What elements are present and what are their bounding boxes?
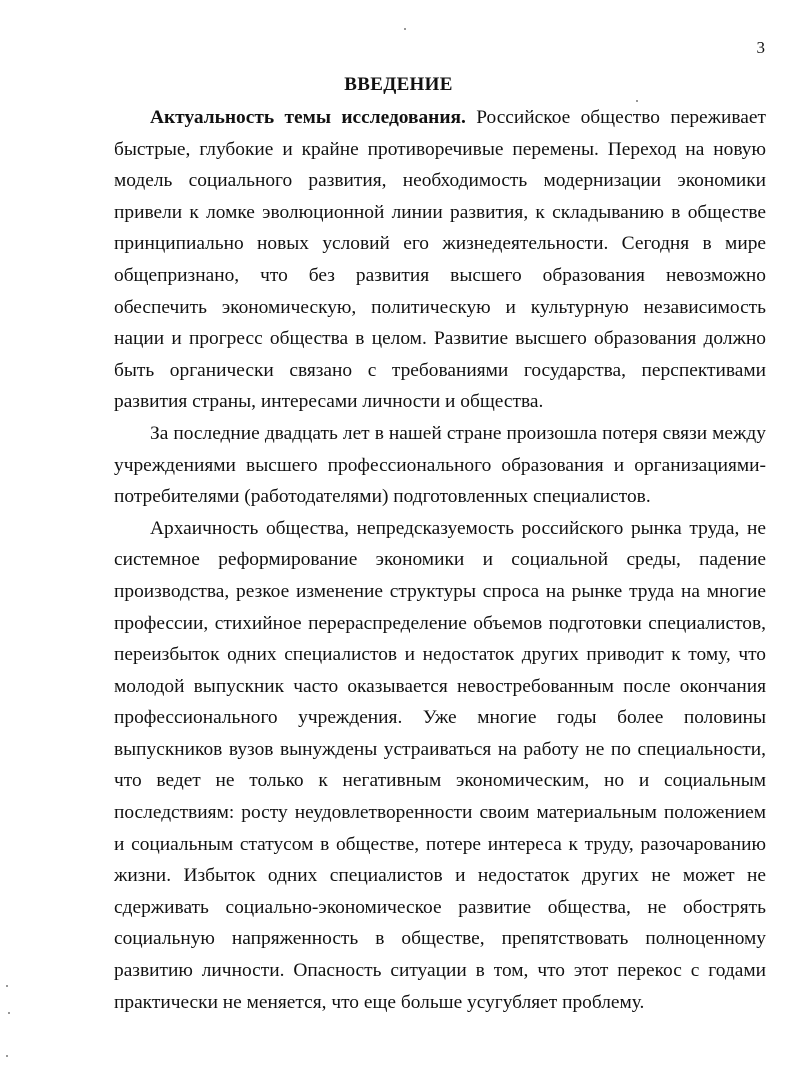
scan-speck [6, 985, 8, 987]
section-heading: ВВЕДЕНИЕ [344, 74, 453, 95]
page-number: 3 [756, 38, 765, 57]
paragraph-relevance [114, 102, 766, 418]
paragraph-text: Архаичность общества, непредсказуемость российского рынка труда, не системное реформирование экономики и социальной среды, падение производства, резкое изменение структуры спроса на рынке труда на многие профессии, стихийное перераспределение объемов подготовки специалистов, переизбыток одних специалистов и недостаток других приводит к тому, что молодой выпускник часто оказывается невостребованным после окончания профессионального учреждения. Уже многие годы более половины выпускников вузов вынуждены устраиваться на работу не по специальности, что ведет не только к негативным экономическим, но и социальным последствиям: росту неудовлетворенности своим материальным положением и социальным статусом в обществе, потере интереса к труду, разочарованию жизни. Избыток одних специалистов и недостаток других не может не сдерживать социально-экономическое развитие общества, не обострять социальную напряженность в обществе, препятствовать полноценному развитию личности. Опасность ситуации в том, что этот перекос с годами практически не меняется, что еще больше усугубляет проблему. [114, 517, 766, 1013]
scan-speck [8, 1012, 10, 1014]
body-text [114, 102, 766, 1018]
paragraph-text: Российское общество переживает быстрые, глубокие и крайне противоречивые перемены. Переход на новую модель социального развития, необходимость модернизации экономики привели к ломке эволюционной линии развития, к складыванию в обществе принципиально новых условий его жизнедеятельности. Сегодня в мире общепризнано, что без развития высшего образования невозможно обеспечить экономическую, политическую и культурную независимость нации и прогресс общества в целом. Развитие высшего образования должно быть органически связано с требованиями государства, перспективами развития страны, интересами личности и общества. [114, 107, 766, 413]
paragraph-archaic-society [114, 513, 766, 1019]
paragraph-text: За последние двадцать лет в нашей стране произошла потеря связи между учреждениями высшего профессионального образования и организациями-потребителями (работодателями) подготовленных специалистов. [114, 422, 766, 508]
scan-speck [6, 1055, 8, 1057]
paragraph-lead: Актуальность темы исследования. [150, 107, 466, 128]
scan-speck [404, 28, 406, 30]
paragraph-connection-loss [114, 418, 766, 513]
scan-speck [636, 100, 638, 102]
